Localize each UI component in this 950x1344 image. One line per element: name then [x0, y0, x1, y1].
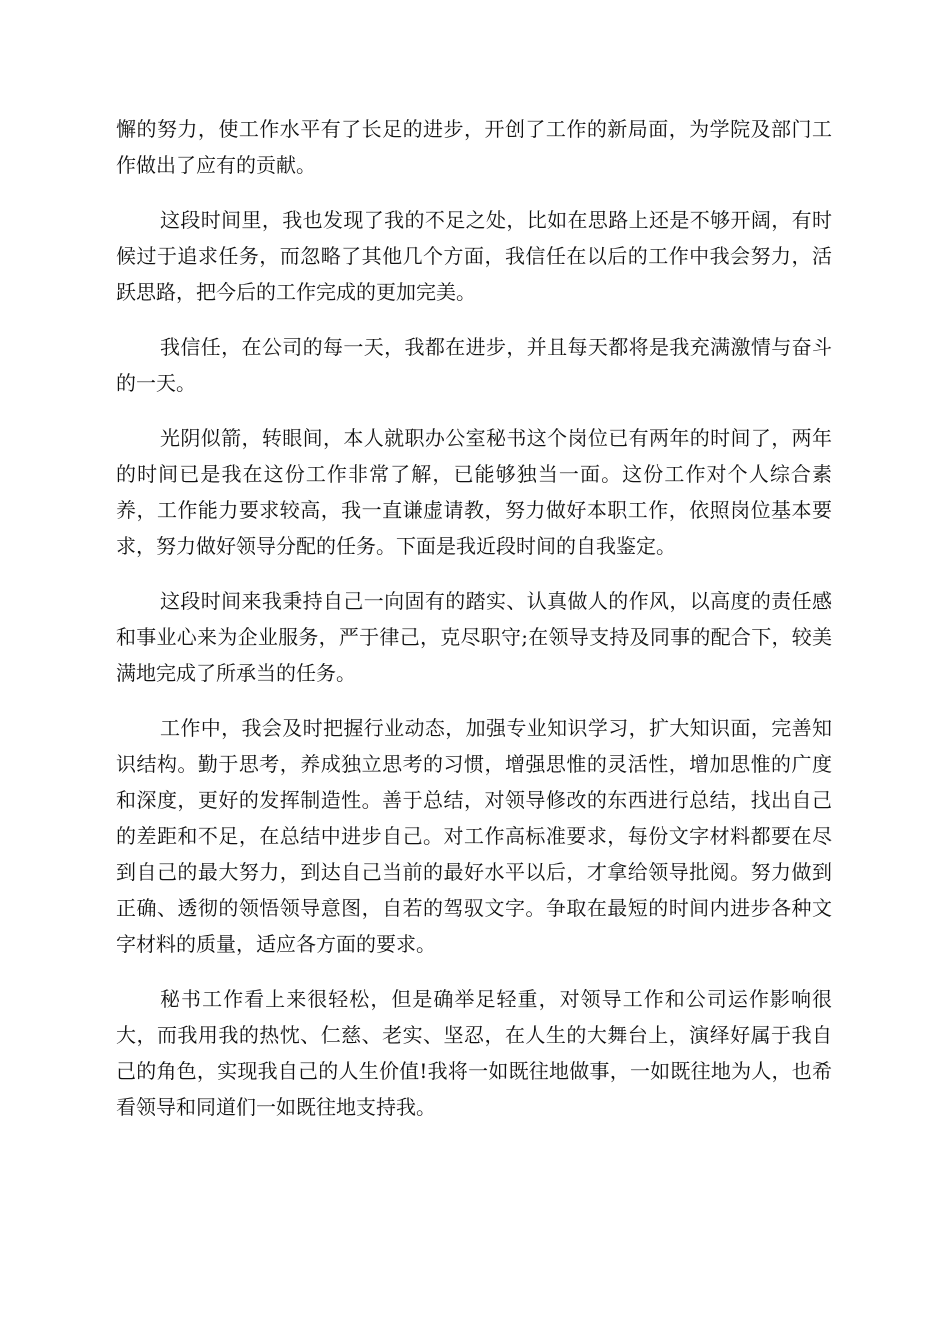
paragraph: 秘书工作看上来很轻松，但是确举足轻重，对领导工作和公司运作影响很大，而我用我的热忱、仁慈、老实、坚忍，在人生的大舞台上，演绎好属于我自己的角色，实现我自己的人生价值!我将一如既往地做事，一如既往地为人，也希看领导和同道们一如既往地支持我。 — [116, 987, 832, 1119]
document-body — [116, 111, 832, 1144]
paragraph: 这段时间来我秉持自己一向固有的踏实、认真做人的作风，以高度的责任感和事业心来为企业服务，严于律己，克尽职守;在领导支持及同事的配合下，较美满地完成了所承当的任务。 — [116, 589, 832, 685]
paragraph: 工作中，我会及时把握行业动态，加强专业知识学习，扩大知识面，完善知识结构。勤于思考，养成独立思考的习惯，增强思惟的灵活性，增加思惟的广度和深度，更好的发挥制造性。善于总结，对领导修改的东西进行总结，找出自己的差距和不足，在总结中进步自己。对工作高标准要求，每份文字材料都要在尽到自己的最大努力，到达自己当前的最好水平以后，才拿给领导批阅。努力做到正确、透彻的领悟领导意图，自若的驾驭文字。争取在最短的时间内进步各种文字材料的质量，适应各方面的要求。 — [116, 716, 832, 956]
paragraph-continued: 懈的努力，使工作水平有了长足的进步，开创了工作的新局面，为学院及部门工作做出了应有的贡献。 — [116, 117, 832, 177]
paragraph: 光阴似箭，转眼间，本人就职办公室秘书这个岗位已有两年的时间了，两年的时间已是我在这份工作非常了解，已能够独当一面。这份工作对个人综合素养，工作能力要求较高，我一直谦虚请教，努力做好本职工作，依照岗位基本要求，努力做好领导分配的任务。下面是我近段时间的自我鉴定。 — [116, 426, 832, 558]
paragraph: 这段时间里，我也发现了我的不足之处，比如在思路上还是不够开阔，有时候过于追求任务，而忽略了其他几个方面，我信任在以后的工作中我会努力，活跃思路，把今后的工作完成的更加完美。 — [116, 208, 832, 304]
paragraph: 我信任，在公司的每一天，我都在进步，并且每天都将是我充满激情与奋斗的一天。 — [116, 335, 832, 395]
